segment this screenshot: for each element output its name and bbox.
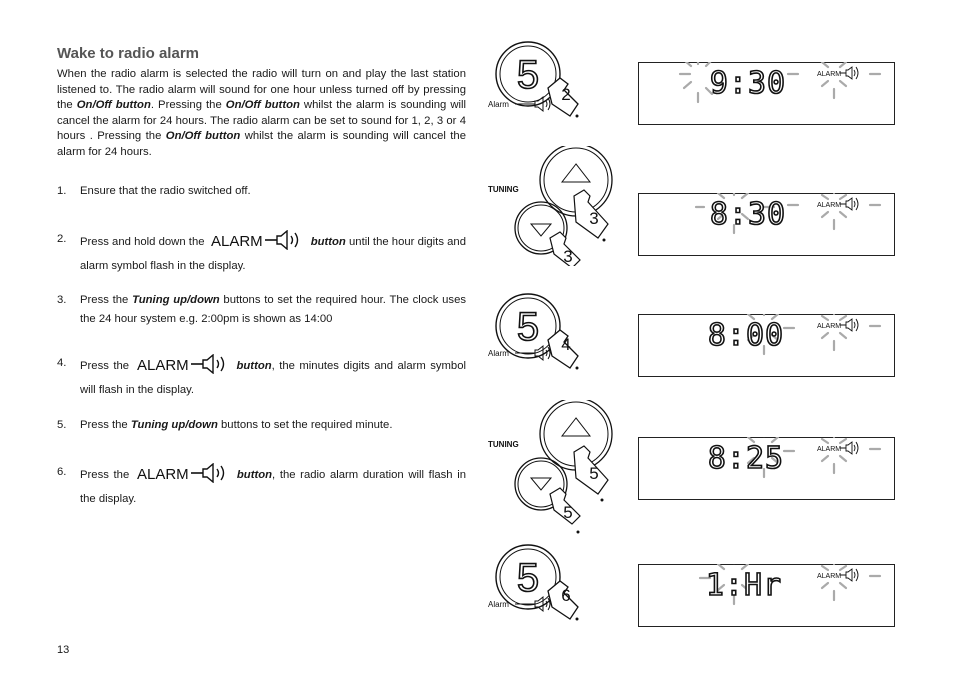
display-alarm-label: ALARM: [817, 323, 842, 330]
step-text-post: until the hour digits and alarm symbol flash in the display.: [80, 236, 466, 272]
knob-digit: 5: [516, 53, 540, 97]
alarm-label: Alarm: [488, 100, 509, 109]
step-text: [80, 291, 466, 329]
step-5: [57, 416, 466, 435]
display-alarm-label: ALARM: [817, 202, 842, 209]
lcd-display-3: [638, 314, 896, 378]
alarm-label: Alarm: [488, 349, 509, 358]
section-heading: Wake to radio alarm: [57, 45, 199, 62]
alarm-word: ALARM: [136, 466, 189, 483]
step-text: [80, 416, 466, 435]
step-text-pre: Press the: [80, 294, 133, 306]
step-text: [80, 230, 466, 276]
alarm-knob-figure-3: [486, 543, 606, 628]
step-label: 3: [563, 247, 573, 266]
lcd-display-4: [638, 437, 896, 501]
step-4: [57, 354, 466, 400]
step-text-pre: Press the: [80, 419, 131, 431]
display-alarm-label: ALARM: [817, 573, 842, 580]
step-bold: Tuning up/down: [132, 294, 220, 306]
step-1: [57, 182, 466, 201]
step-6: [57, 463, 466, 509]
alarm-button-icon: [211, 230, 307, 257]
step-3: [57, 291, 466, 329]
page-number: 13: [57, 644, 70, 656]
lcd-reading: 1:Hr: [705, 568, 783, 603]
step-label: 4: [561, 335, 571, 354]
intro-bold-1: On/Off button: [76, 99, 151, 112]
alarm-knob-figure-2: [486, 292, 606, 377]
step-bold: button: [236, 360, 272, 372]
step-number: 5.: [57, 419, 67, 431]
lcd-display-1: [638, 62, 896, 126]
alarm-label: Alarm: [488, 600, 509, 609]
step-bold: button: [310, 236, 346, 248]
step-number: 2.: [57, 233, 67, 245]
alarm-button-icon: [137, 354, 233, 381]
step-label: 2: [561, 85, 571, 104]
alarm-word: ALARM: [136, 357, 189, 374]
intro-text-2: . Pressing the: [150, 99, 226, 112]
step-text: [80, 354, 466, 400]
tuning-knob-figure-2: [486, 400, 616, 540]
display-alarm-label: ALARM: [817, 71, 842, 78]
alarm-knob-figure-1: [486, 40, 606, 125]
lcd-display-5: [638, 564, 896, 628]
alarm-button-icon: [137, 463, 233, 490]
step-text-pre: Press and hold down the: [80, 236, 208, 248]
tuning-label: TUNING: [488, 440, 519, 449]
step-2: [57, 230, 466, 276]
lcd-reading: 8:25: [707, 441, 785, 476]
step-text-post: buttons to set the required minute.: [217, 419, 393, 431]
display-alarm-label: ALARM: [817, 446, 842, 453]
step-label: 5: [563, 503, 573, 522]
step-bold: button: [236, 469, 273, 481]
intro-bold-3: On/Off button: [165, 130, 241, 143]
knob-digit: 5: [516, 556, 540, 600]
intro-text-1: When the radio alarm is selected the radio will turn on and play the last station listened to. The radio alarm will sound for one hour unless turned off by pressing the: [57, 68, 466, 112]
step-number: 1.: [57, 185, 67, 197]
knob-digit: 5: [516, 305, 540, 349]
step-label: 3: [589, 209, 599, 228]
step-text-pre: Press the: [80, 469, 134, 481]
step-number: 3.: [57, 294, 67, 306]
lcd-reading: 9:30: [709, 66, 787, 101]
lcd-display-2: [638, 193, 896, 257]
intro-text-3: whilst the alarm is sounding will cancel the alarm for 24 hours. The radio alarm can be set to sound for 1, 2, 3 or 4 hours . Pressing the: [57, 99, 467, 143]
step-text-post: buttons to set the required hour. The clock uses the 24 hour system e.g. 2:00pm is shown as 14:00: [80, 294, 466, 325]
intro-paragraph: [57, 67, 466, 161]
lcd-reading: 8:00: [707, 318, 785, 353]
step-label: 5: [589, 464, 599, 483]
step-number: 4.: [57, 357, 67, 369]
lcd-reading: 8:30: [709, 197, 787, 232]
step-text-post: , the minutes digits and alarm symbol will flash in the display.: [80, 360, 467, 396]
step-text: [80, 463, 466, 509]
step-text: Ensure that the radio switched off.: [80, 185, 251, 197]
step-text-post: , the radio alarm duration will flash in the display.: [80, 469, 466, 505]
intro-bold-2: On/Off button: [225, 99, 300, 112]
step-bold: Tuning up/down: [130, 419, 218, 431]
alarm-word: ALARM: [210, 233, 263, 250]
tuning-label: TUNING: [488, 185, 519, 194]
tuning-knob-figure-1: [486, 146, 616, 266]
step-number: 6.: [57, 466, 67, 478]
step-label: 6: [561, 586, 571, 605]
step-text-pre: Press the: [80, 360, 134, 372]
intro-text-4: whilst the alarm is sounding will cancel the alarm for 24 hours.: [57, 130, 466, 158]
